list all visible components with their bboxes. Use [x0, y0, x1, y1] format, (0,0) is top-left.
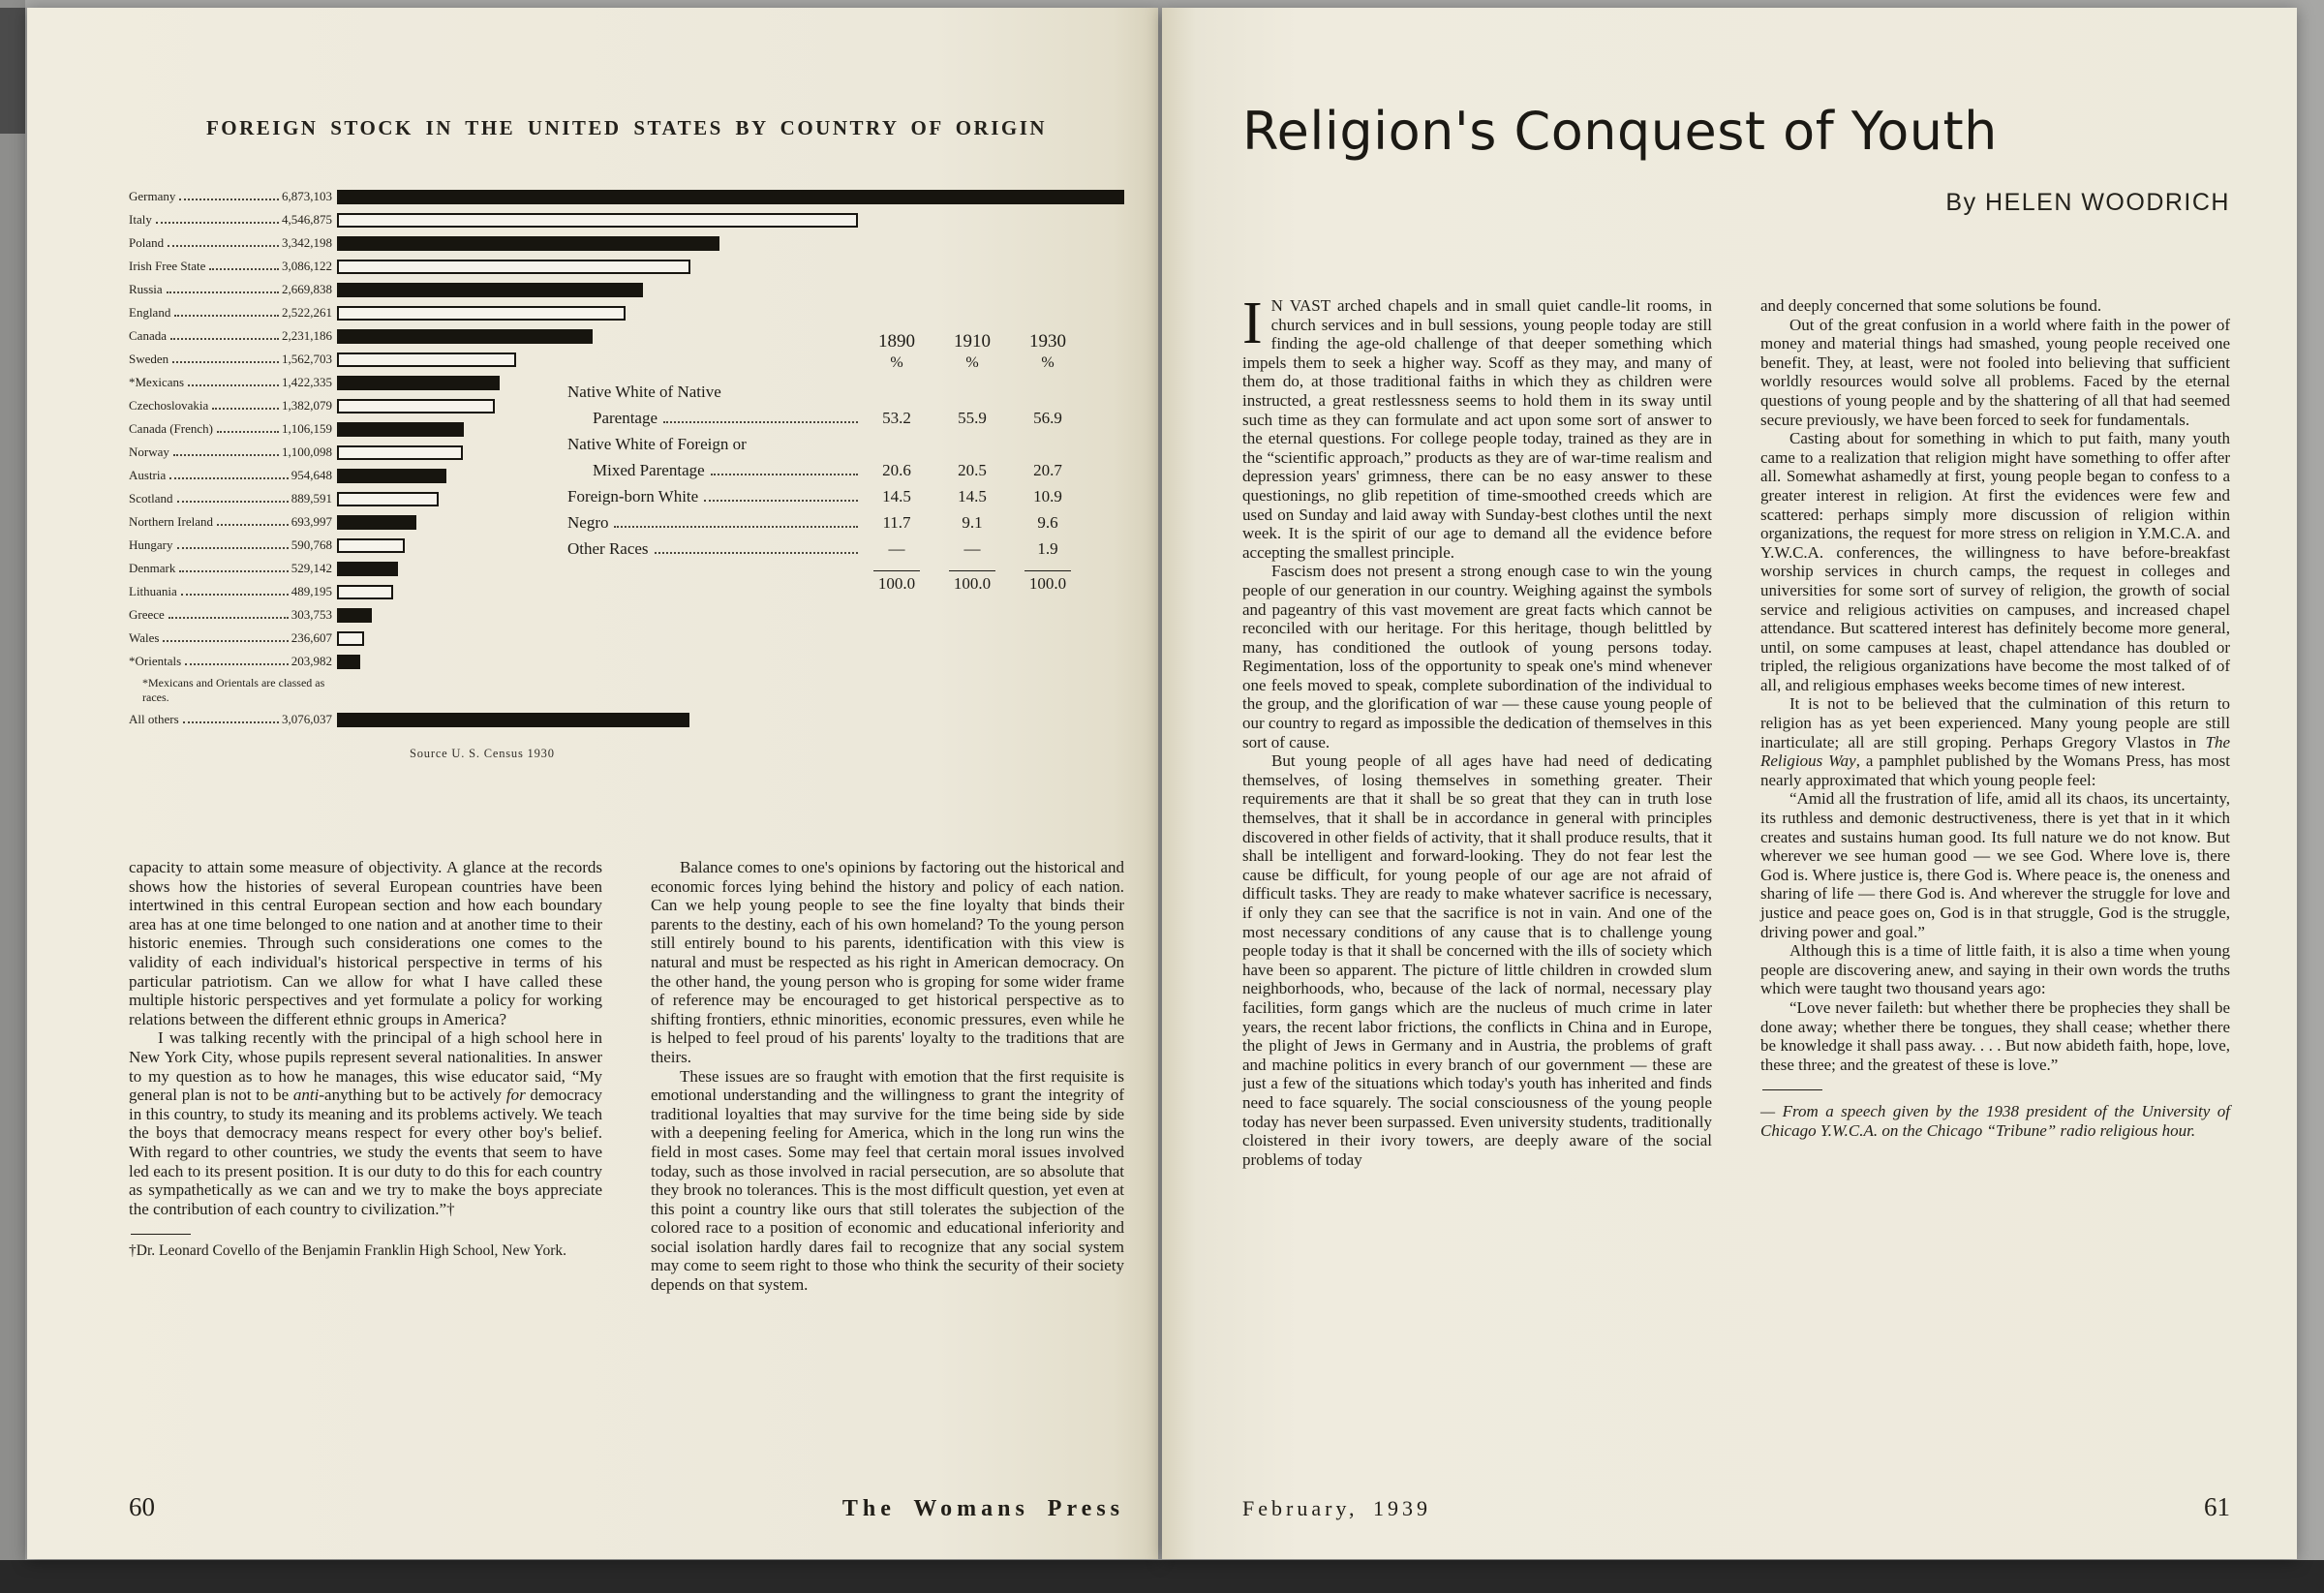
chart-bar — [337, 445, 463, 460]
chart-bar-label: Austria 954,648 — [129, 468, 332, 482]
chart-bar — [337, 515, 416, 530]
chart-bar-row — [129, 603, 1124, 627]
chart-bar — [337, 562, 398, 576]
chart-source: Source U. S. Census 1930 — [410, 747, 555, 760]
scan-edge-mark — [0, 8, 25, 134]
chart-bar — [337, 283, 643, 297]
chart-bar-label: *Mexicans 1,422,335 — [129, 375, 332, 389]
chart-bar-label: Canada 2,231,186 — [129, 328, 332, 343]
paragraph: But young people of all ages have had need of dedicating themselves, of losing themselves in something greater. Their requirements are that it shall be so great that they can in truth lose themselves, that it shall be in accordance in general with principles discovered in other fields of activity, that it shall produce results, that it shall be intelligent and forward-looking. They do not fear lest the cause be difficult, for young people of our age are not afraid of difficult tasks. They are ready to make whatever sacrifice is necessary, if only they can see that the sacrifice is not in vain. And one of the most necessary conditions of any cause that is to challenge young people today is that it shall be concerned with the ills of society which have been so apparent. The picture of little children in crowded slum neighborhoods, who, because of the lack of normal, necessary play facilities, form gangs which are the nucleus of much crime in later years, the recent labor frictions, the conflicts in China and in Europe, the plight of Jews in Germany and in Austria, the problems of graft and machine politics in every branch of our government — these are just a few of the situations which today's youth has inherited and finds need to face squarely. The social consciousness of the young people today has never been surpassed. Even university students, traditionally cloistered in their ivory towers, are deeply aware of the social problems of today — [1242, 751, 1712, 1169]
paragraph: capacity to attain some measure of objectivity. A glance at the records shows how the histories of several European countries have been intertwined in this central European section and how each boundary area has at one time belonged to one nation and at another time to their historic enemies. Through such considerations one comes to the validity of each individual's historical perspective in terms of his particular patriotism. Can we allow for what I have called these multiple historic perspectives and yet formulate a policy for working relations between the different ethnic groups in America? — [129, 858, 602, 1028]
chart-bar — [337, 538, 405, 553]
article-title: Religion's Conquest of Youth — [1242, 101, 1998, 162]
chart-bar-row — [129, 301, 1124, 324]
chart-bar — [337, 608, 372, 623]
chart-bar-label: All others 3,076,037 — [129, 712, 332, 726]
paragraph: Casting about for something in which to put faith, many youth came to a realization that religion might have something to offer after all. Somewhat ashamedly at first, young people began to confess to a greater interest in religion. At first the evidences were few and scattered: perhaps simply more discussion of religion within organizations, the request for more stress on religion in Y.M.C.A. and Y.W.C.A. conferences, the willingness to have before-breakfast worship services in church camps, the request in colleges and universities for some sort of survey of religion, the growth of social service and religious activities on campuses, and increased chapel attendance. But scattered interest has definitely become more general, until, on some campuses at least, chapel attendance has doubled or tripled, the religious organizations have become the most talked of of all, and religious emphases weeks become times of new interest. — [1760, 429, 2230, 694]
left-page-footer — [129, 1492, 1124, 1522]
article-header — [1242, 101, 2230, 217]
paragraph: Out of the great confusion in a world where faith in the power of money and material things had smashed, young people received one benefit. They, at least, were not fooled into believing that sufficient worldly resources would solve all problems. Faced by the eternal questions of young people and by the shattering of all that had seemed secure previously, we have been forced to seek for fundamentals. — [1760, 315, 2230, 429]
chart-bar — [337, 260, 690, 274]
chart-bar-label: Denmark 529,142 — [129, 561, 332, 575]
chart-bar — [337, 376, 500, 390]
table-row: Native White of Foreign or — [567, 435, 747, 453]
table-row: Other Races — — 1.9 — [567, 539, 1058, 558]
paragraph: It is not to be believed that the culmination of this return to religion has as yet been experienced. Many young people are still inarticulate; all are still groping. Perhaps Gregory Vlastos in The Religious Way, a pamphlet published by the Womans Press, has most nearly approximated that which young people feel: — [1760, 694, 2230, 789]
chart-bar — [337, 469, 446, 483]
percentage-table: 1890 1910 1930 % % % Native White of Native Parentage 53.2 55.9 56.9 Native White of Foreign or Mixed Parentage 20.6 20.5 20.7 Foreign-born White 14.5 14.5 10.9 Negro 11.7 9.1 9.6 Other Races — — 1.9 100.0 100.0 100.0 — [566, 331, 1086, 596]
chart-bar-row — [129, 627, 1124, 650]
separator-rule — [131, 1234, 191, 1235]
chart-bar-label: Hungary 590,768 — [129, 537, 332, 552]
separator-rule — [1762, 1089, 1822, 1090]
scan-left-edge — [0, 0, 25, 1560]
chart-bar-label: Northern Ireland 693,997 — [129, 514, 332, 529]
chart-bar — [337, 492, 439, 506]
table-row: Negro 11.7 9.1 9.6 — [567, 513, 1058, 532]
left-page-text-columns — [129, 858, 1124, 1295]
chart-bar-row — [129, 185, 1124, 208]
paragraph: I was talking recently with the principal of a high school here in New York City, whose pupils represent several nationalities. In answer to my question as to how he manages, this wise educator said, “My general plan is not to be anti-anything but to be actively for democracy in this country, to study its meaning and its problems actively. We teach the boys that democracy means respect for every other boy's belief. With regard to other countries, we study the events that seem to have led each to its present position. It is our duty to do this for each country as sympathetically as we can and we try to make the boys appreciate the contribution of each country to civilization.”† — [129, 1028, 602, 1218]
chart-bar-label: Canada (French) 1,106,159 — [129, 421, 332, 436]
chart-bar — [337, 422, 464, 437]
chart-bar-label: Irish Free State 3,086,122 — [129, 259, 332, 273]
article-byline: By HELEN WOODRICH — [1945, 189, 2230, 216]
table-row: Parentage 53.2 55.9 56.9 — [593, 409, 1062, 427]
chart-bar — [337, 585, 393, 599]
paragraph: and deeply concerned that some solutions be found. — [1760, 296, 2102, 315]
paragraph: “Love never faileth: but whether there be prophecies they shall be done away; whether there be tongues, they shall cease; whether there be knowledge it shall pass away. . . . But now abideth faith, hope, love, these three; and the greatest of these is love.” — [1760, 997, 2230, 1074]
right-page — [1162, 8, 2297, 1559]
foreign-stock-chart — [129, 116, 1124, 761]
right-page-text-columns — [1242, 291, 2230, 1169]
paragraph: “Amid all the frustration of life, amid all its chaos, its uncertainty, its ruthless and demonic destructiveness, there is yet that in it which creates and sustains human good. Its full nature we do not know. But wherever we see human good — we see God. Where love is, there God is. Where justice is, there God is. Where peace is, the oneness and sharing of life — there God is. And wherever the struggle for love and justice and peace goes on, God is in that struggle, God is the struggle, driving power and goal.” — [1760, 789, 2230, 941]
paragraph: These issues are so fraught with emotion that the first requisite is emotional understanding and the willingness to grant the integrity of traditional loyalties that may survive for the time being side by side with a deepening feeling for America, which in the long run wins the field in most cases. Some may feel that certain moral issues involved today, such as those involved in racial persecution, are so absolute that they brook no tolerances. This is the most difficult question, yet even at this point a country like ours that still tolerates the subjection of the colored race to a position of economic and educational inferiority and social isolation hardly dares fail to recognize that any social system may come to seem right to those who think the security of their society depends on that system. — [651, 1066, 1124, 1295]
chart-bar-label: Czechoslovakia 1,382,079 — [129, 398, 332, 413]
left-page — [27, 8, 1158, 1559]
chart-title: FOREIGN STOCK IN THE UNITED STATES BY COUNTRY OF ORIGIN — [205, 116, 1048, 139]
population-percentage-table — [566, 331, 1086, 596]
chart-bar-label: Wales 236,607 — [129, 630, 332, 645]
chart-bar-label: Sweden 1,562,703 — [129, 352, 332, 366]
chart-bar-label: Italy 4,546,875 — [129, 212, 332, 227]
left-page-column-2 — [651, 858, 1124, 1295]
right-page-column-1 — [1242, 291, 1712, 1169]
table-row: Native White of Native — [567, 383, 721, 401]
chart-bar-label: Poland 3,342,198 — [129, 235, 332, 250]
chart-bar — [337, 306, 626, 321]
page-number: 61 — [2204, 1492, 2230, 1521]
paragraph: Balance comes to one's opinions by factoring out the historical and economic forces lying behind the history and policy of each nation. Can we help young people to see the fine loyalty that binds their parents to the destiny, each of his own homeland? To the young person still entirely bound to his parents, identification with this view is natural and must be respected as his right in American democracy. On the other hand, the young person who is groping for some wider frame of reference may be encouraged to get historical perspective as to shifting frontiers, ethnic minorities, economic pressures, even while he is helped to feel proud of his parents' loyalty to the traditions that are theirs. — [651, 858, 1124, 1066]
chart-bar — [337, 352, 516, 367]
table-totals-row: 100.0 100.0 100.0 — [566, 565, 1086, 596]
page-number: 60 — [129, 1492, 155, 1521]
chart-bar — [337, 713, 689, 727]
right-page-footer — [1242, 1492, 2230, 1522]
issue-date: February, 1939 — [1242, 1496, 1431, 1520]
paragraph: IN VAST arched chapels and in small quiet candle-lit rooms, in church services and in bull sessions, young people today are still finding the age-old challenge of that deeper something which impels them to seek a higher way. Scoff as they may, and many of them do, at those traditional faiths in which they as children were instructed, a great restlessness seems to hold them in its sway until such time as they can formulate and act upon some sort of answer to the eternal questions. For college people today, trained as they are in the “scientific approach,” products as they are of war-time realism and depression years' grimness, there can be no easy answer to these questionings, no glib repetition of time-smoothed creeds which are used on Sunday and laid away with Sunday-best clothes until the next week. It is the spirit of our age to demand all the evidence before accepting the smallest principle. — [1242, 291, 1712, 562]
chart-bar-label: Lithuania 489,195 — [129, 584, 332, 598]
scan-bottom-edge — [0, 1560, 2324, 1593]
paragraph: †Dr. Leonard Covello of the Benjamin Franklin High School, New York. — [129, 1242, 567, 1260]
chart-bar-label: Norway 1,100,098 — [129, 444, 332, 459]
chart-bar-row — [129, 708, 1124, 731]
table-row: Mixed Parentage 20.6 20.5 20.7 — [593, 461, 1062, 479]
chart-bar-label: Germany 6,873,103 — [129, 189, 332, 203]
chart-bar — [337, 329, 593, 344]
table-row: Foreign-born White 14.5 14.5 10.9 — [567, 487, 1062, 505]
chart-footnote: *Mexicans and Orientals are classed as races. — [142, 676, 325, 704]
publication-name: The Womans Press — [841, 1496, 1124, 1521]
left-page-column-1 — [129, 858, 602, 1295]
chart-bar — [337, 190, 1124, 204]
chart-bar-label: Russia 2,669,838 — [129, 282, 332, 296]
paragraph: — From a speech given by the 1938 president of the University of Chicago Y.W.C.A. on the Chicago “Tribune” radio religious hour. — [1760, 1102, 2230, 1140]
chart-bar-label: England 2,522,261 — [129, 305, 332, 320]
chart-bar-row — [129, 208, 1124, 231]
chart-bar-label: *Orientals 203,982 — [129, 654, 332, 668]
chart-bar — [337, 655, 360, 669]
chart-bar — [337, 236, 719, 251]
chart-bar — [337, 213, 858, 228]
paragraph: Fascism does not present a strong enough case to win the young people of our generation in our country. Weighing against the symbols and pageantry of this vast movement are great facts which cannot be reconciled with our heritage. For this heritage, though belittled by many, has conditioned the outlook of young persons today. Regimentation, loss of the opportunity to speak one's mind whenever one feels moved to speak, complete subordination of the individual to the group, and the glorification of war — these cause young people of our country to regard as impossible the dedication of themselves in this sort of cause. — [1242, 562, 1712, 751]
right-page-column-2 — [1760, 296, 2230, 1169]
paragraph: Although this is a time of little faith, it is also a time when young people are discovering anew, and saying in their own words the truths which were taught two thousand years ago: — [1760, 941, 2230, 998]
chart-bar — [337, 399, 495, 414]
chart-bar-label: Scotland 889,591 — [129, 491, 332, 505]
chart-bar-row — [129, 255, 1124, 278]
chart-bar-row — [129, 231, 1124, 255]
chart-bar-label: Greece 303,753 — [129, 607, 332, 622]
chart-bar-row — [129, 278, 1124, 301]
chart-bar-row — [129, 650, 1124, 673]
chart-bar — [337, 631, 364, 646]
